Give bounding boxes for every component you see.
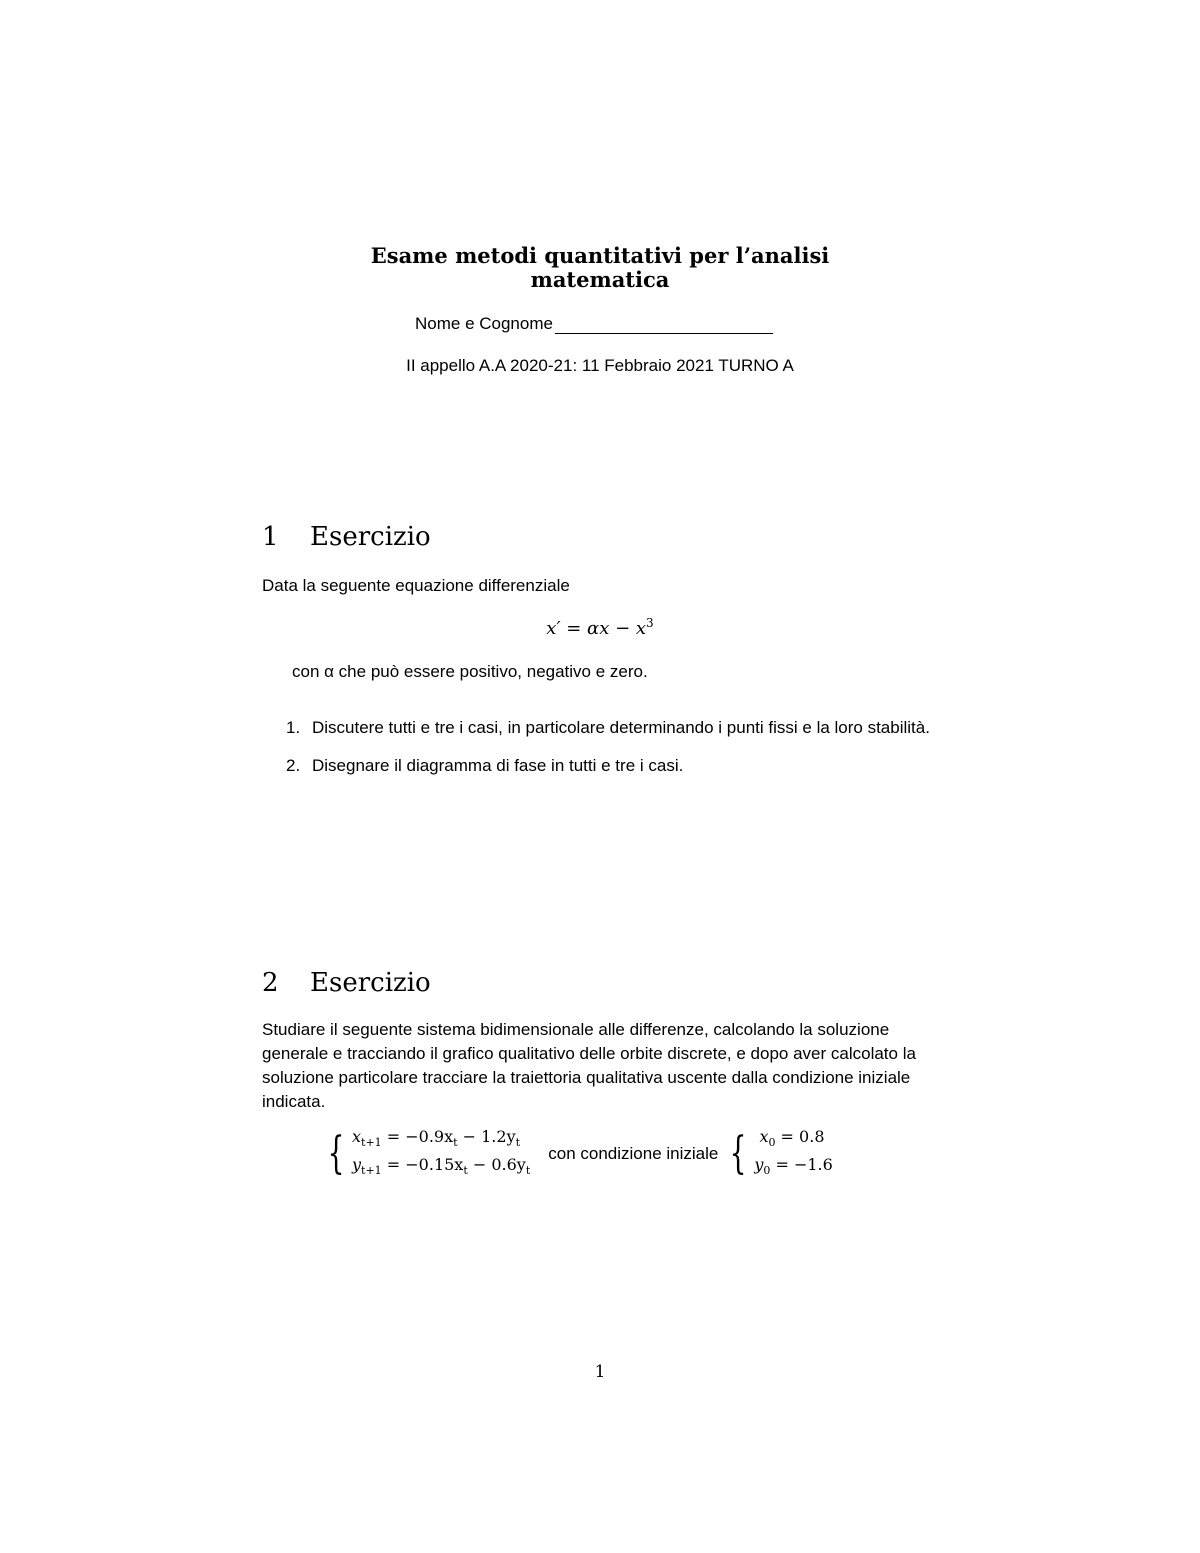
system-equation-1: $x_{t+1} = -0.9x_t - 1.2y_t$ [352,1127,521,1150]
section-2-heading [262,968,431,998]
page-number: 1 [594,1362,606,1382]
list-item-number: 2. [286,756,301,775]
title-line-1: Esame metodi quantitativi per l’analisi [370,243,830,268]
list-item-number: 1. [286,718,301,737]
system-equations [352,1126,530,1182]
document-title [300,244,900,292]
list-item [286,754,946,778]
section-1-task-list [286,716,946,792]
list-item-text: Discutere tutti e tre i casi, in particolare determinando i punti fissi e la loro stabilità. [312,718,930,737]
section-1-intro: Data la seguente equazione differenziale [262,576,570,595]
name-label: Nome e Cognome [415,314,553,333]
alpha-condition: con α che può essere positivo, negativo e zero. [292,662,648,681]
system-equation-2: $y_{t+1} = -0.15x_t - 0.6y_t$ [352,1155,531,1178]
equation-exponent: 3 [646,616,654,630]
title-line-2: matematica [530,267,670,292]
exam-subtitle: II appello A.A 2020-21: 11 Febbraio 2021 TURNO A [406,356,794,375]
difference-system [322,1126,833,1182]
list-item-text: Disegnare il diagramma di fase in tutti e tre i casi. [312,756,684,775]
differential-equation [300,616,900,639]
name-blank-line [555,319,773,334]
initial-condition-x: $x_0 = 0.8$ [759,1127,825,1150]
initial-conditions [754,1126,832,1182]
equation-body: x′ = αx − x [546,618,647,639]
section-1-title: Esercizio [310,522,431,552]
section-1-heading [262,522,431,552]
section-2-title: Esercizio [310,968,431,998]
section-2-paragraph: Studiare il seguente sistema bidimensionale alle differenze, calcolando la soluzione generale e tracciando il grafico qualitativo delle orbite discrete, e dopo aver calcolato la soluzione particolare tracciare la traiettoria qualitativa uscente dalla condizione iniziale indicata. [262,1020,916,1111]
initial-condition-label: con condizione iniziale [548,1144,719,1164]
section-2-number: 2 [262,968,279,998]
name-field [415,314,773,334]
initial-condition-y: $y_0 = -1.6$ [754,1155,833,1178]
section-1-number: 1 [262,522,279,552]
left-brace: { [327,1128,345,1180]
left-brace: { [729,1128,747,1180]
list-item [286,716,946,740]
